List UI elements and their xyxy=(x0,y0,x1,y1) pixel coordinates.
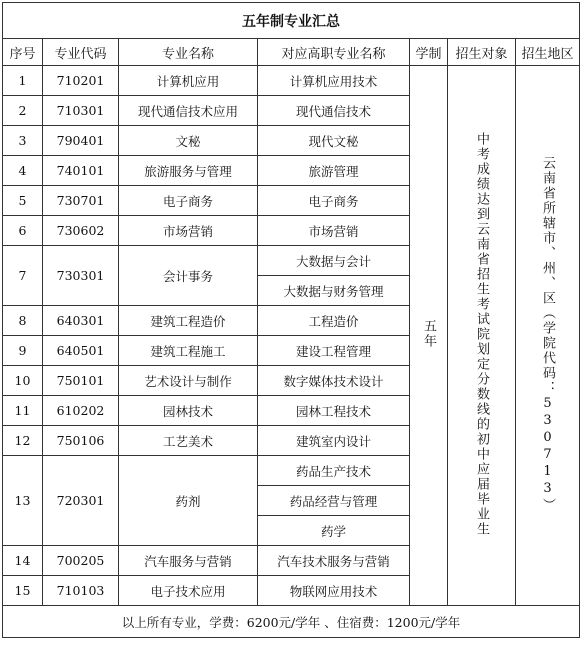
header-higher-program: 对应高职专业名称 xyxy=(258,39,410,66)
cell-code: 640301 xyxy=(43,306,119,336)
table-row xyxy=(3,66,580,96)
cell-code: 750106 xyxy=(43,426,119,456)
cell-higher-program: 工程造价 xyxy=(258,306,410,336)
cell-index: 13 xyxy=(3,456,43,546)
header-program-name: 专业名称 xyxy=(119,39,258,66)
cell-higher-program: 药品生产技术 xyxy=(258,456,410,486)
cell-code: 710301 xyxy=(43,96,119,126)
cell-higher-program: 汽车技术服务与营销 xyxy=(258,546,410,576)
cell-code: 700205 xyxy=(43,546,119,576)
cell-higher-program: 物联网应用技术 xyxy=(258,576,410,606)
cell-code: 640501 xyxy=(43,336,119,366)
cell-program-name: 汽车服务与营销 xyxy=(119,546,258,576)
cell-program-name: 艺术设计与制作 xyxy=(119,366,258,396)
header-target: 招生对象 xyxy=(448,39,516,66)
cell-higher-program: 大数据与财务管理 xyxy=(258,276,410,306)
cell-program-name: 药剂 xyxy=(119,456,258,546)
cell-higher-program: 建筑室内设计 xyxy=(258,426,410,456)
header-region: 招生地区 xyxy=(516,39,580,66)
cell-higher-program: 市场营销 xyxy=(258,216,410,246)
cell-higher-program: 数字媒体技术设计 xyxy=(258,366,410,396)
cell-region xyxy=(516,66,580,606)
cell-program-name: 建筑工程施工 xyxy=(119,336,258,366)
cell-higher-program: 大数据与会计 xyxy=(258,246,410,276)
cell-higher-program: 现代文秘 xyxy=(258,126,410,156)
cell-index: 11 xyxy=(3,396,43,426)
fee-footer: 以上所有专业，学费：6200元/学年 、住宿费：1200元/学年 xyxy=(3,606,580,638)
cell-code: 790401 xyxy=(43,126,119,156)
cell-code: 730701 xyxy=(43,186,119,216)
cell-program-name: 园林技术 xyxy=(119,396,258,426)
cell-higher-program: 计算机应用技术 xyxy=(258,66,410,96)
header-row xyxy=(3,39,580,66)
cell-code: 740101 xyxy=(43,156,119,186)
cell-index: 5 xyxy=(3,186,43,216)
cell-code: 610202 xyxy=(43,396,119,426)
program-summary-sheet xyxy=(2,2,579,657)
cell-program-name: 电子技术应用 xyxy=(119,576,258,606)
cell-target xyxy=(448,66,516,606)
program-table xyxy=(2,2,580,638)
header-code: 专业代码 xyxy=(43,39,119,66)
cell-higher-program: 电子商务 xyxy=(258,186,410,216)
cell-index: 2 xyxy=(3,96,43,126)
cell-code: 710103 xyxy=(43,576,119,606)
cell-index: 9 xyxy=(3,336,43,366)
cell-program-name: 工艺美术 xyxy=(119,426,258,456)
region-text: 云南省所辖市、州、区（学院代码：530713） xyxy=(540,155,555,513)
cell-index: 4 xyxy=(3,156,43,186)
cell-program-name: 计算机应用 xyxy=(119,66,258,96)
cell-index: 10 xyxy=(3,366,43,396)
cell-code: 730602 xyxy=(43,216,119,246)
table-title: 五年制专业汇总 xyxy=(3,3,580,39)
cell-index: 12 xyxy=(3,426,43,456)
cell-program-name: 市场营销 xyxy=(119,216,258,246)
cell-program-name: 电子商务 xyxy=(119,186,258,216)
cell-code: 720301 xyxy=(43,456,119,546)
duration-text: 五年 xyxy=(421,319,436,349)
cell-code: 710201 xyxy=(43,66,119,96)
cell-higher-program: 现代通信技术 xyxy=(258,96,410,126)
cell-program-name: 会计事务 xyxy=(119,246,258,306)
cell-index: 3 xyxy=(3,126,43,156)
cell-code: 750101 xyxy=(43,366,119,396)
target-text: 中考成绩达到云南省招生考试院划定分数线的初中应届毕业生 xyxy=(474,131,489,537)
cell-higher-program: 建设工程管理 xyxy=(258,336,410,366)
cell-program-name: 建筑工程造价 xyxy=(119,306,258,336)
cell-index: 14 xyxy=(3,546,43,576)
cell-higher-program: 园林工程技术 xyxy=(258,396,410,426)
cell-index: 1 xyxy=(3,66,43,96)
cell-program-name: 现代通信技术应用 xyxy=(119,96,258,126)
cell-higher-program: 旅游管理 xyxy=(258,156,410,186)
header-duration: 学制 xyxy=(410,39,448,66)
cell-duration xyxy=(410,66,448,606)
cell-index: 8 xyxy=(3,306,43,336)
cell-index: 6 xyxy=(3,216,43,246)
cell-index: 15 xyxy=(3,576,43,606)
cell-program-name: 文秘 xyxy=(119,126,258,156)
cell-higher-program: 药学 xyxy=(258,516,410,546)
table-body xyxy=(3,66,580,606)
cell-higher-program: 药品经营与管理 xyxy=(258,486,410,516)
header-index: 序号 xyxy=(3,39,43,66)
cell-code: 730301 xyxy=(43,246,119,306)
cell-program-name: 旅游服务与管理 xyxy=(119,156,258,186)
cell-index: 7 xyxy=(3,246,43,306)
